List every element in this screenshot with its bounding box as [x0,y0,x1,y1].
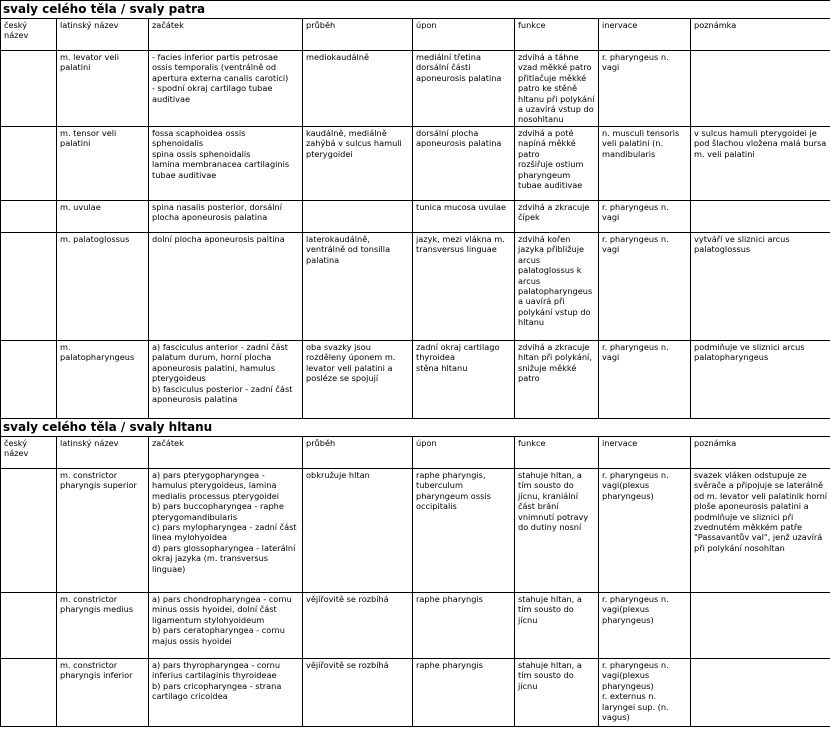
column-header-funkce: funkce [515,437,599,469]
header-row [1,437,830,469]
cell-cesky-nazev [1,233,57,341]
cell-zacatek: a) pars thyropharyngea - cornu inferius cartilaginis thyroideae b) pars cricopharyngea - strana cartilago cricoidea [149,659,303,727]
cell-funkce: zdvihá a zkracuje hltan při polykání, snižuje měkké patro [515,341,599,419]
column-header-prubeh: průběh [303,19,413,51]
column-header-inervace: inervace [599,19,691,51]
column-header-latinsky-nazev: latinský název [57,437,149,469]
cell-cesky-nazev [1,51,57,127]
column-header-poznamka: poznámka [691,19,830,51]
cell-inervace: r. pharyngeus n. vagi(plexus pharyngeus) [599,593,691,659]
cell-funkce: zdvihá kořen jazyka přibližuje arcus palatoglossus k arcus palatopharyngeus a uavírá při polykání vstup do hltanu [515,233,599,341]
cell-prubeh: obkružuje hltan [303,469,413,593]
table-row [1,127,830,201]
column-header-funkce: funkce [515,19,599,51]
cell-upon: raphe pharyngis [413,659,515,727]
table-row [1,469,830,593]
cell-zacatek: a) fasciculus anterior - zadní část palatum durum, horní plocha aponeurosis palatini, hamulus pterygoideus b) fasciculus posterior - zadní část aponeurosis palatina [149,341,303,419]
cell-cesky-nazev [1,659,57,727]
table-row [1,201,830,233]
cell-latinsky-nazev: m. constrictor pharyngis medius [57,593,149,659]
cell-latinsky-nazev: m. constrictor pharyngis inferior [57,659,149,727]
section-title-row [1,1,830,19]
cell-cesky-nazev [1,469,57,593]
section-title-row [1,419,830,437]
cell-prubeh: kaudálně, mediálně zahýbá v sulcus hamuli pterygoidei [303,127,413,201]
cell-prubeh: oba svazky jsou rozděleny úponem m. levator veli palatini a posléze se spojují [303,341,413,419]
section-title: svaly celého těla / svaly hltanu [1,419,830,437]
cell-zacatek: spina nasalis posterior, dorsální plocha aponeurosis palatina [149,201,303,233]
cell-upon: raphe pharyngis [413,593,515,659]
header-row [1,19,830,51]
cell-zacatek: dolní plocha aponeurosis paltina [149,233,303,341]
cell-inervace: r. pharyngeus n. vagi [599,341,691,419]
cell-poznamka: svazek vláken odstupuje ze svěrače a připojuje se laterálně od m. levator veli palatinik horní ploše aponeurosis palatini a podmiňuje ve sliznici při zvednutém měkkém patře "Passavantův val", jenž uzavírá při polykání nosohltan [691,469,830,593]
cell-inervace: r. pharyngeus n. vagi [599,201,691,233]
cell-inervace: r. pharyngeus n. vagi [599,233,691,341]
column-header-zacatek: začátek [149,19,303,51]
cell-poznamka [691,593,830,659]
cell-prubeh: mediokaudálně [303,51,413,127]
cell-zacatek: a) pars chondropharyngea - cornu minus ossis hyoidei, dolní část ligamentum stylohyoideum b) pars ceratopharyngea - cornu majus ossis hyoidei [149,593,303,659]
section-title: svaly celého těla / svaly patra [1,1,830,19]
cell-upon: dorsální plocha aponeurosis palatina [413,127,515,201]
cell-latinsky-nazev: m. levator veli palatini [57,51,149,127]
column-header-upon: úpon [413,437,515,469]
column-header-prubeh: průběh [303,437,413,469]
cell-upon: zadní okraj cartilago thyroidea stěna hltanu [413,341,515,419]
cell-latinsky-nazev: m. tensor veli palatini [57,127,149,201]
cell-funkce: zdvihá a zkracuje čípek [515,201,599,233]
cell-cesky-nazev [1,593,57,659]
cell-latinsky-nazev: m. palatopharyngeus [57,341,149,419]
column-header-inervace: inervace [599,437,691,469]
cell-poznamka [691,201,830,233]
cell-poznamka: vytváří ve sliznici arcus palatoglossus [691,233,830,341]
cell-funkce: stahuje hltan, a tím sousto do jícnu, kraniální část brání vnimnutí potravy do dutiny nosní [515,469,599,593]
cell-funkce: zdvihá a poté napíná měkké patro rozšiřuje ostium pharyngeum tubae auditivae [515,127,599,201]
cell-zacatek: a) pars pterygopharyngea - hamulus pterygoideus, lamina medialis processus pterygoidei b) pars buccopharyngea - raphe pterygomandibularis c) pars mylopharyngea - zadní část linea mylohyoidea d) pars glossopharyngea - laterální okraj jazyka (m. transversus linguae) [149,469,303,593]
cell-upon: jazyk, mezi vlákna m. transversus linguae [413,233,515,341]
cell-prubeh: vějířovitě se rozbíhá [303,659,413,727]
cell-cesky-nazev [1,341,57,419]
table-row [1,593,830,659]
column-header-zacatek: začátek [149,437,303,469]
column-header-latinsky-nazev: latinský název [57,19,149,51]
column-header-poznamka: poznámka [691,437,830,469]
cell-prubeh [303,201,413,233]
cell-cesky-nazev [1,127,57,201]
cell-upon: mediální třetina dorsální části aponeurosis palatina [413,51,515,127]
cell-funkce: stahuje hltan, a tím sousto do jícnu [515,593,599,659]
table-row [1,233,830,341]
cell-inervace: n. musculi tensoris veli palatini (n. mandibularis [599,127,691,201]
cell-inervace: r. pharyngeus n. vagi(plexus pharyngeus) r. externus n. laryngei sup. (n. vagus) [599,659,691,727]
column-header-cesky-nazev: český název [1,19,57,51]
cell-prubeh: laterokaudálně, ventrálně od tonsilla palatina [303,233,413,341]
cell-upon: raphe pharyngis, tuberculum pharyngeum ossis occipitalis [413,469,515,593]
cell-poznamka [691,51,830,127]
cell-funkce: stahuje hltan, a tím sousto do jícnu [515,659,599,727]
cell-latinsky-nazev: m. constrictor pharyngis superior [57,469,149,593]
cell-funkce: zdvihá a táhne vzad měkké patro přitlačuje měkké patro ke stěně hltanu při polykání a uzavírá vstup do nosohltanu [515,51,599,127]
cell-prubeh: vějířovitě se rozbíhá [303,593,413,659]
cell-latinsky-nazev: m. palatoglossus [57,233,149,341]
cell-cesky-nazev [1,201,57,233]
cell-inervace: r. pharyngeus n. vagi [599,51,691,127]
table-row [1,341,830,419]
cell-poznamka [691,659,830,727]
cell-inervace: r. pharyngeus n. vagi(plexus pharyngeus) [599,469,691,593]
cell-latinsky-nazev: m. uvulae [57,201,149,233]
cell-zacatek: - facies inferior partis petrosae ossis temporalis (ventrálně od apertura externa canalis carotici) - spodní okraj cartilago tubae auditivae [149,51,303,127]
cell-zacatek: fossa scaphoidea ossis sphenoidalis spina ossis sphenoidalis lamina membranacea cartilaginis tubae auditivae [149,127,303,201]
table-row [1,51,830,127]
cell-upon: tunica mucosa uvulae [413,201,515,233]
cell-poznamka: v sulcus hamuli pterygoidei je pod šlachou vložena malá bursa m. veli palatini [691,127,830,201]
column-header-cesky-nazev: český název [1,437,57,469]
table-row [1,659,830,727]
cell-poznamka: podmiňuje ve sliznici arcus palatopharyngeus [691,341,830,419]
column-header-upon: úpon [413,19,515,51]
